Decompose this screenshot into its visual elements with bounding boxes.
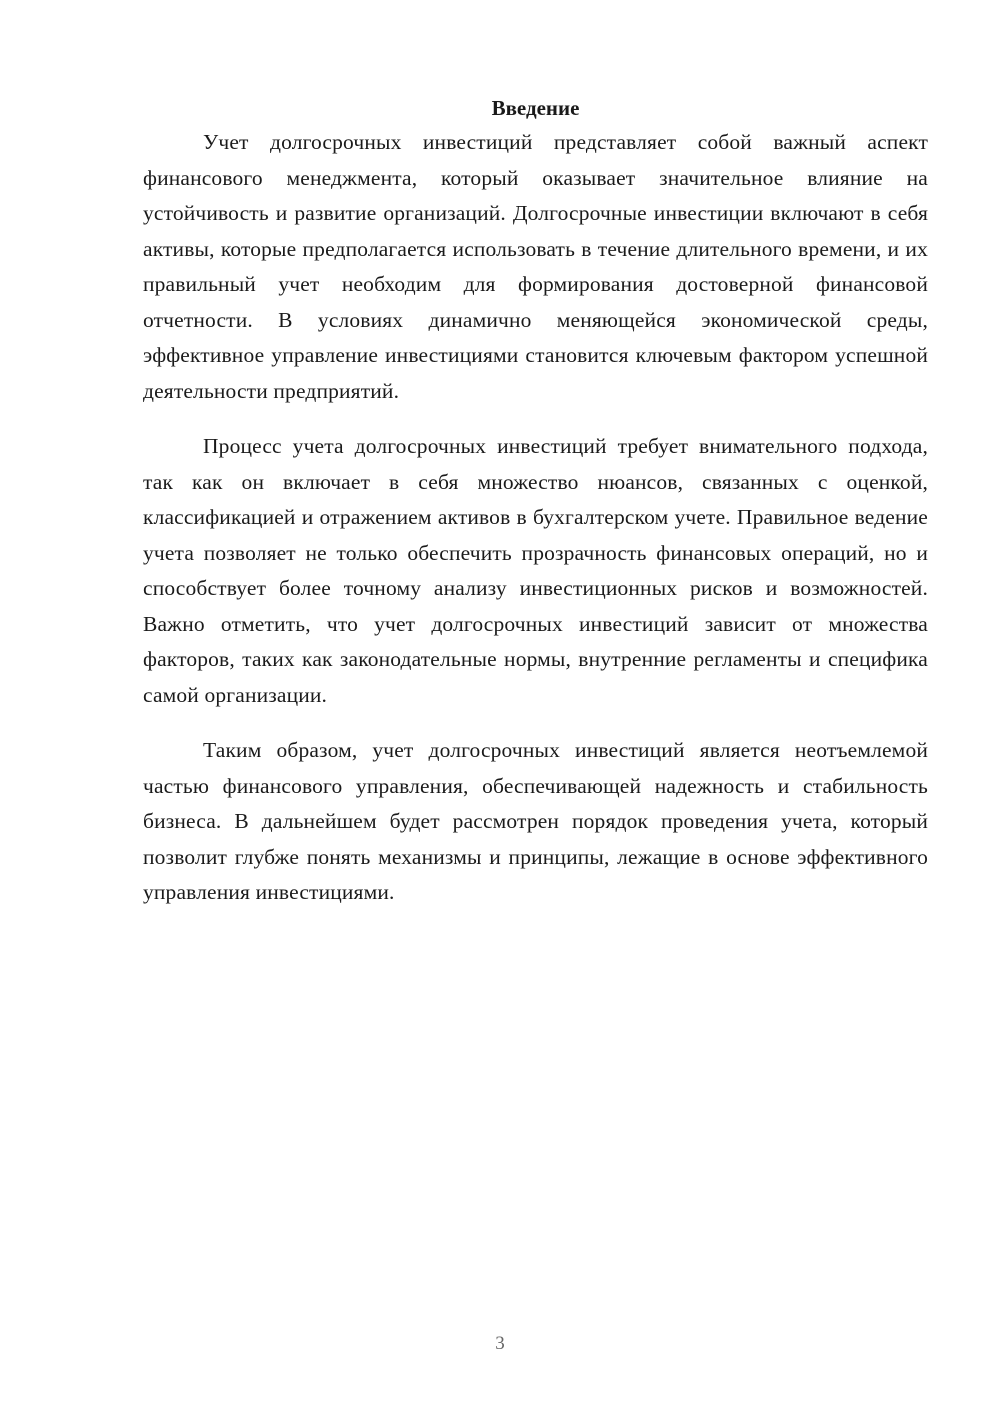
page-content <box>143 93 928 931</box>
section-heading: Введение <box>491 96 580 120</box>
paragraph-3: Таким образом, учет долгосрочных инвестиций является неотъемлемой частью финансового управления, обеспечивающей надежность и стабильность бизнеса. В дальнейшем будет рассмотрен порядок проведения учета, который позволит глубже понять механизмы и принципы, лежащие в основе эффективного управления инвестициями. <box>143 738 928 904</box>
page-number: 3 <box>495 1333 505 1354</box>
paragraph-2: Процесс учета долгосрочных инвестиций требует внимательного подхода, так как он включает в себя множество нюансов, связанных с оценкой, классификацией и отражением активов в бухгалтерском учете. Правильное ведение учета позволяет не только обеспечить прозрачность финансовых операций, но и способствует более точному анализу инвестиционных рисков и возможностей. Важно отметить, что учет долгосрочных инвестиций зависит от множества факторов, таких как законодательные нормы, внутренние регламенты и специфика самой организации. <box>143 434 928 707</box>
paragraph-1: Учет долгосрочных инвестиций представляет собой важный аспект финансового менеджмента, который оказывает значительное влияние на устойчивость и развитие организаций. Долгосрочные инвестиции включают в себя активы, которые предполагается использовать в течение длительного времени, и их правильный учет необходим для формирования достоверной финансовой отчетности. В условиях динамично меняющейся экономической среды, эффективное управление инвестициями становится ключевым фактором успешной деятельности предприятий. <box>143 130 928 403</box>
